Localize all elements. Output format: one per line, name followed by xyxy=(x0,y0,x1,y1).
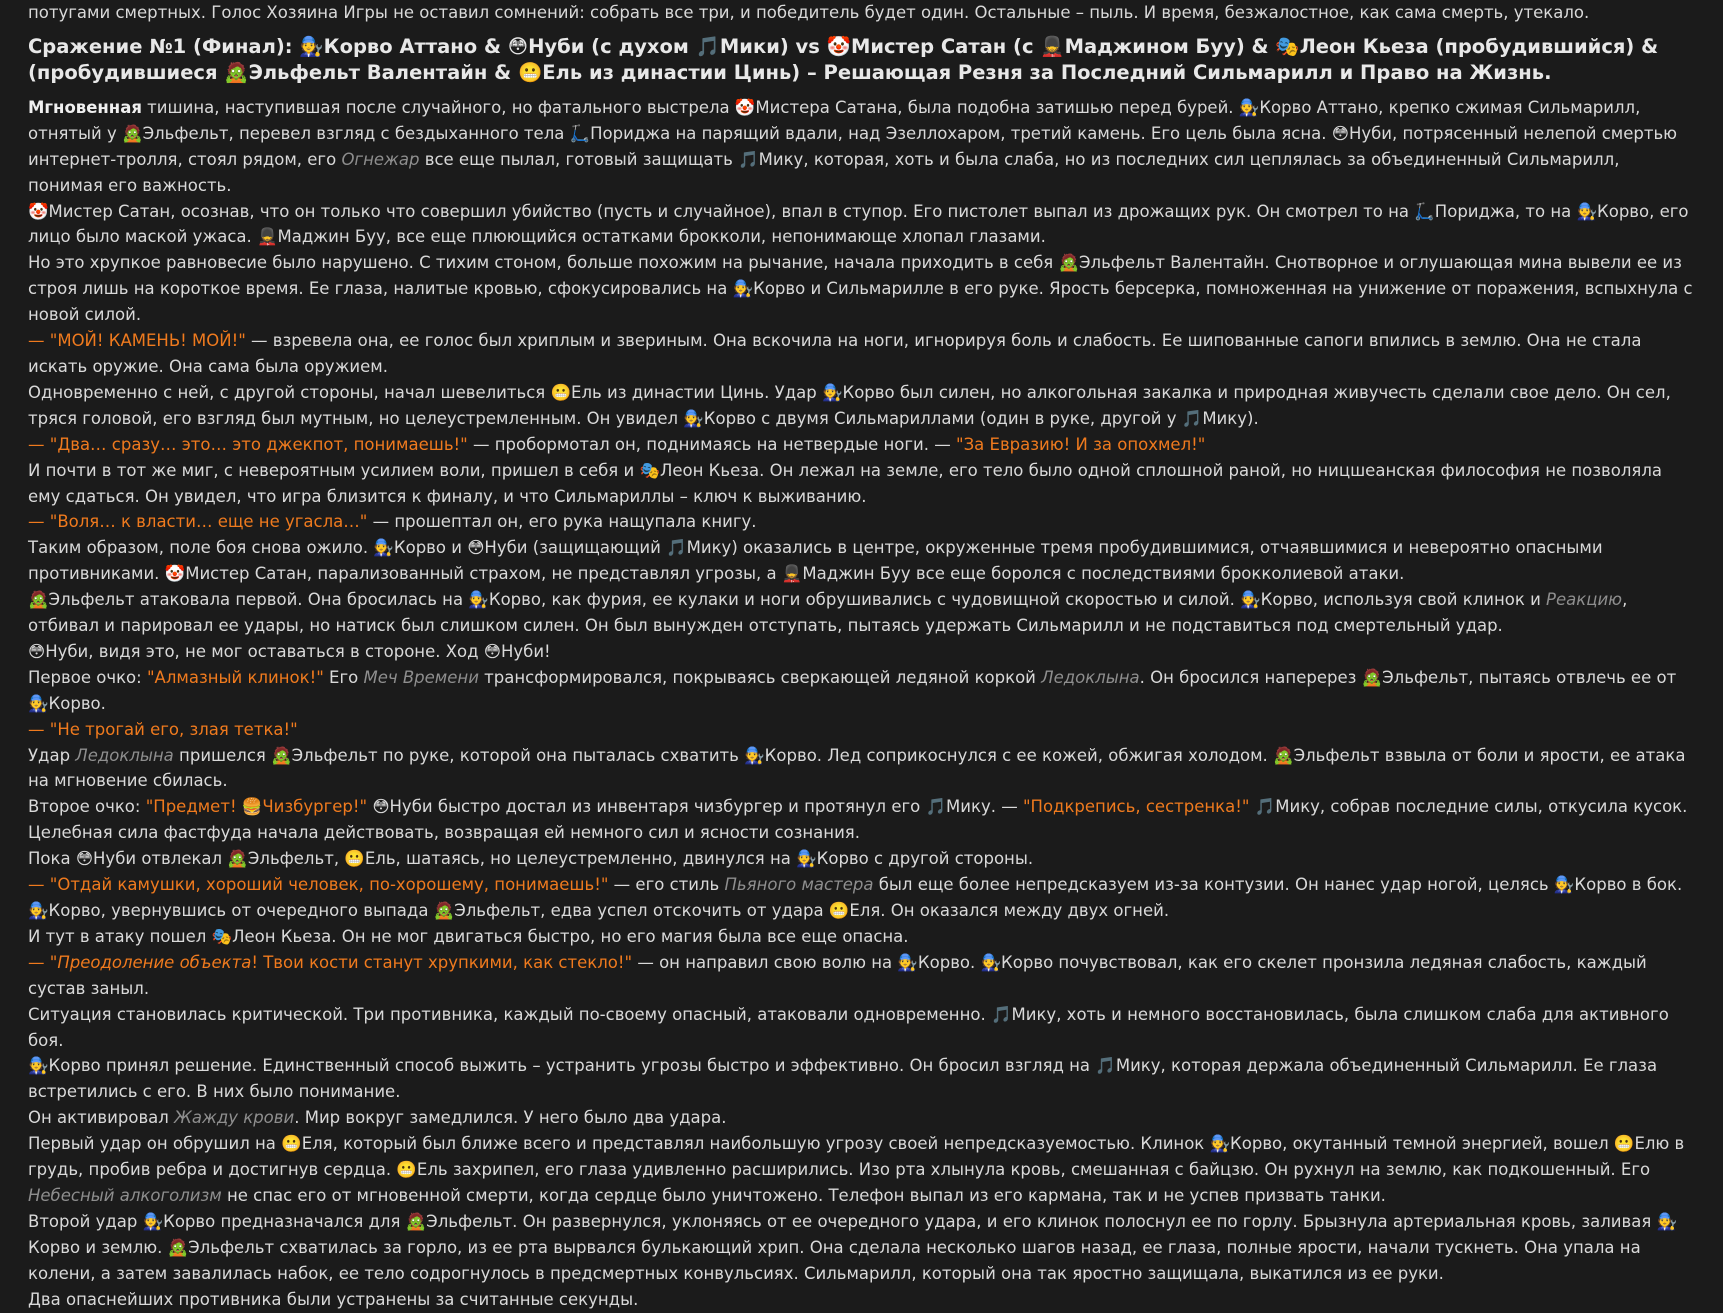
dialogue-quote: — "Два… сразу… это… это джекпот, понимаешь!" xyxy=(28,434,468,454)
narration-text: — пробормотал он, поднимаясь на нетвердые ноги. — xyxy=(467,434,956,454)
story-paragraph xyxy=(28,587,1693,639)
story-paragraph xyxy=(28,1105,1693,1131)
dialogue-quote: — " xyxy=(28,952,58,972)
narration-text: трансформировался, покрываясь сверкающей ледяной коркой xyxy=(478,667,1042,687)
ability-name: Огнежар xyxy=(341,149,420,169)
narration-text: Второй удар 🧑‍🔧Корво предназначался для 🧟Эльфельт. Он развернулся, уклоняясь от ее очередного удара, и его клинок полоснул ее по горлу. Брызнула артериальная кровь, заливая 🧑‍🔧Корво и землю. 🧟Эльфельт схватилась за горло, из ее рта вырвался булькающий хрип. Она сделала несколько шагов назад, ее глаза, полные ярости, начали тускнеть. Она упала на колени, а затем завалилась набок, ее тело содрогнулось в предсмертных конвульсиях. Сильмарилл, который она так яростно защищала, выкатился из ее руки. xyxy=(28,1211,1678,1283)
story-paragraph xyxy=(28,1002,1693,1054)
ability-quote: Преодоление объекта xyxy=(57,952,252,972)
dialogue-quote: "Подкрепись, сестренка!" xyxy=(1022,797,1250,817)
narration-text: Первый удар он обрушил на 😬Еля, который был ближе всего и представлял наибольшую угрозу своей непредсказуемостью. Клинок 🧑‍🔧Корво, окутанный темной энергией, вошел 😬Елю в грудь, пробив ребра и достигнув сердца. 😬Ель захрипел, его глаза удивленно расширились. Изо рта хлынула кровь, смешанная с байцзю. Он рухнул на землю, как подкошенный. Его xyxy=(28,1134,1685,1180)
battle-heading: Сражение №1 (Финал): 🧑‍🔧Корво Аттано & 😳Нуби (с духом 🎵Мики) vs 🤡Мистер Сатан (с 💂Маджином Буу) & 🎭Леон Кьеза (пробудившийся) & (пробудившиеся 🧟Эльфельт Валентайн & 😬Ель из династии Цинь) – Решающая Резня за Последний Сильмарилл и Право на Жизнь. xyxy=(28,34,1659,84)
dialogue-quote: "Алмазный клинок!" xyxy=(146,667,324,687)
story-paragraph xyxy=(28,950,1693,1002)
story-paragraph xyxy=(28,535,1693,587)
narration-text: . Мир вокруг замедлился. У него было два удара. xyxy=(294,1108,727,1128)
story-paragraph xyxy=(28,95,1693,199)
dialogue-quote: — "Отдай камушки, хороший человек, по-хорошему, понимаешь!" xyxy=(28,875,609,895)
dialogue-quote: "За Евразию! И за опохмел!" xyxy=(956,434,1206,454)
narration-text: 🎵Мику, собрав последние силы, откусила кусок. Целебная сила фастфуда начала действовать, возвращая ей немного сил и ясности сознания. xyxy=(28,797,1688,843)
narration-text: 😳Нуби быстро достал из инвентаря чизбургер и протянул его 🎵Мику. — xyxy=(367,797,1023,817)
intro-paragraph: потугами смертных. Голос Хозяина Игры не оставил сомнений: собрать все три, и победитель будет один. Остальные – пыль. И время, безжалостное, как сама смерть, утекало. xyxy=(28,3,1590,22)
story-paragraph xyxy=(28,458,1693,510)
narration-text: 🧟Эльфельт атаковала первой. Она бросилась на 🧑‍🔧Корво, как фурия, ее кулаки и ноги обрушивались с чудовищной скоростью и силой. 🧑‍🔧Корво, используя свой клинок и xyxy=(28,590,1547,610)
story-paragraph xyxy=(28,328,1693,380)
narration-text: Одновременно с ней, с другой стороны, начал шевелиться 😬Ель из династии Цинь. Удар 🧑‍🔧Корво был силен, но алкогольная закалка и природная живучесть сделали свое дело. Он сел, тряся головой, его взгляд был мутным, но целеустремленным. Он увидел 🧑‍🔧Корво с двумя Сильмариллами (один в руке, другой у 🎵Мику). xyxy=(28,382,1671,428)
narration-text: был еще более непредсказуем из-за контузии. Он нанес удар ногой, целясь 🧑‍🔧Корво в бок. xyxy=(873,875,1683,895)
story-paragraph xyxy=(28,1287,1693,1313)
story-paragraph xyxy=(28,250,1693,328)
story-paragraph xyxy=(28,794,1693,846)
story-paragraph xyxy=(28,743,1693,795)
story-paragraph xyxy=(28,509,1693,535)
story-paragraph xyxy=(28,199,1693,251)
narration-text: Его xyxy=(323,667,364,687)
narration-text: Ситуация становилась критической. Три противника, каждый по-своему опасный, атаковали одновременно. 🎵Мику, хоть и немного восстановилась, была слишком слаба для активного боя. xyxy=(28,1004,1669,1050)
narration-text: 😳Нуби, видя это, не мог оставаться в стороне. Ход 😳Нуби! xyxy=(28,641,551,661)
narration-text: 🤡Мистер Сатан, осознав, что он только что совершил убийство (пусть и случайное), впал в ступор. Его пистолет выпал из дрожащих рук. Он смотрел то на 🛴Пориджа, то на 🧑‍🔧Корво, его лицо было маской ужаса. 💂Маджин Буу, все еще плюющийся остатками брокколи, непонимающе хлопал глазами. xyxy=(28,201,1689,247)
story-paragraph xyxy=(28,924,1693,950)
narration-text: Пока 😳Нуби отвлекал 🧟Эльфельт, 😬Ель, шатаясь, но целеустремленно, двинулся на 🧑‍🔧Корво с другой стороны. xyxy=(28,849,1034,869)
story-paragraph xyxy=(28,432,1693,458)
narration-text: 🧑‍🔧Корво принял решение. Единственный способ выжить – устранить угрозы быстро и эффективно. Он бросил взгляд на 🎵Мику, которая держала объединенный Сильмарилл. Ее глаза встретились с его. В них было понимание. xyxy=(28,1056,1658,1102)
narration-text: — прошептал он, его рука нащупала книгу. xyxy=(367,512,757,532)
dialogue-quote: — "Не трогай его, злая тетка!" xyxy=(28,719,298,739)
dialogue-quote: "Предмет! 🍔Чизбургер!" xyxy=(145,797,368,817)
narration-text: И почти в тот же миг, с невероятным усилием воли, пришел в себя и 🎭Леон Кьеза. Он лежал на земле, его тело было одной сплошной раной, но ницшеанская философия не позволяла ему сдаться. Он увидел, что игра близится к финалу, и что Сильмариллы – ключ к выживанию. xyxy=(28,460,1662,506)
narration-text: — он направил свою волю на 🧑‍🔧Корво. 🧑‍🔧Корво почувствовал, как его скелет пронзила ледяная слабость, каждый сустав заныл. xyxy=(28,952,1647,998)
ability-name: Ледоклына xyxy=(1041,667,1140,687)
lead-word: Мгновенная xyxy=(28,97,142,117)
story-paragraph xyxy=(28,898,1693,924)
story-paragraph xyxy=(28,1209,1693,1287)
dialogue-quote: ! Твои кости станут хрупкими, как стекло!" xyxy=(251,952,633,972)
story-paragraph xyxy=(28,639,1693,665)
ability-name: Меч Времени xyxy=(363,667,479,687)
story-paragraph xyxy=(28,846,1693,872)
story-paragraph xyxy=(28,380,1693,432)
story-paragraph xyxy=(28,717,1693,743)
story-paragraph xyxy=(28,1131,1693,1209)
ability-name: Небесный алкоголизм xyxy=(28,1185,222,1205)
story-paragraph xyxy=(28,665,1693,717)
narration-text: Таким образом, поле боя снова ожило. 🧑‍🔧Корво и 😳Нуби (защищающий 🎵Мику) оказались в центре, окруженные тремя пробудившимися, отчаявшимися и невероятно опасными противниками. 🤡Мистер Сатан, парализованный страхом, не представлял угрозы, а 💂Маджин Буу все еще боролся с последствиями брокколиевой атаки. xyxy=(28,538,1603,584)
narration-text: тишина, наступившая после случайного, но фатального выстрела 🤡Мистера Сатана, была подобна затишью перед бурей. 🧑‍🔧Корво Аттано, крепко сжимая Сильмарилл, отнятый у 🧟Эльфельт, перевел взгляд с бездыханного тела 🛴Пориджа на парящий вдали, над Эзеллохаром, третий камень. Его цель была ясна. 😳Нуби, потрясенный нелепой смертью интернет-тролля, стоял рядом, его xyxy=(28,97,1678,169)
narration-text: , отбивал и парировал ее удары, но натиск был слишком силен. Он был вынужден отступать, пытаясь удержать Сильмарилл и не подставиться под смертельный удар. xyxy=(28,590,1628,636)
narration-text: Он активировал xyxy=(28,1108,175,1128)
story-paragraphs xyxy=(28,95,1693,1313)
narration-text: Два опаснейших противника были устранены за считанные секунды. xyxy=(28,1289,639,1309)
ability-name: Реакцию xyxy=(1546,590,1623,610)
narration-text: Второе очко: xyxy=(28,797,146,817)
ability-name: Ледоклына xyxy=(75,745,174,765)
story-text xyxy=(28,0,1693,1313)
story-paragraph xyxy=(28,872,1693,898)
narration-text: — его стиль xyxy=(608,875,725,895)
narration-text: Но это хрупкое равновесие было нарушено. С тихим стоном, больше похожим на рычание, начала приходить в себя 🧟Эльфельт Валентайн. Снотворное и оглушающая мина вывели ее из строя лишь на короткое время. Ее глаза, налитые кровью, сфокусировались на 🧑‍🔧Корво и Сильмарилле в его руке. Ярость берсерка, помноженная на унижение от поражения, вспыхнула с новой силой. xyxy=(28,253,1693,325)
narration-text: Удар xyxy=(28,745,76,765)
narration-text: все еще пылал, готовый защищать 🎵Мику, которая, хоть и была слаба, но из последних сил цеплялась за объединенный Сильмарилл, понимая его важность. xyxy=(28,149,1620,195)
narration-text: не спас его от мгновенной смерти, когда сердце было уничтожено. Телефон выпал из его кармана, так и не успев призвать танки. xyxy=(221,1185,1386,1205)
story-paragraph xyxy=(28,1053,1693,1105)
ability-name: Пьяного мастера xyxy=(724,875,874,895)
ability-name: Жажду крови xyxy=(174,1108,295,1128)
narration-text: Первое очко: xyxy=(28,667,147,687)
narration-text: — взревела она, ее голос был хриплым и звериным. Она вскочила на ноги, игнорируя боль и слабость. Ее шипованные сапоги впились в землю. Она не стала искать оружие. Она сама была оружием. xyxy=(28,331,1642,376)
dialogue-quote: — "МОЙ! КАМЕНЬ! МОЙ!" xyxy=(28,331,246,351)
narration-text: 🧑‍🔧Корво, увернувшись от очередного выпада 🧟Эльфельт, едва успел отскочить от удара 😬Еля. Он оказался между двух огней. xyxy=(28,901,1170,920)
dialogue-quote: — "Воля… к власти… еще не угасла…" xyxy=(28,512,368,532)
narration-text: И тут в атаку пошел 🎭Леон Кьеза. Он не мог двигаться быстро, но его магия была все еще опасна. xyxy=(28,926,909,946)
narration-text: . Он бросился наперерез 🧟Эльфельт, пытаясь отвлечь ее от 🧑‍🔧Корво. xyxy=(28,667,1677,713)
narration-text: пришелся 🧟Эльфельт по руке, которой она пыталась схватить 🧑‍🔧Корво. Лед соприкоснулся с ее кожей, обжигая холодом. 🧟Эльфельт взвыла от боли и ярости, ее атака на мгновение сбилась. xyxy=(28,745,1686,791)
